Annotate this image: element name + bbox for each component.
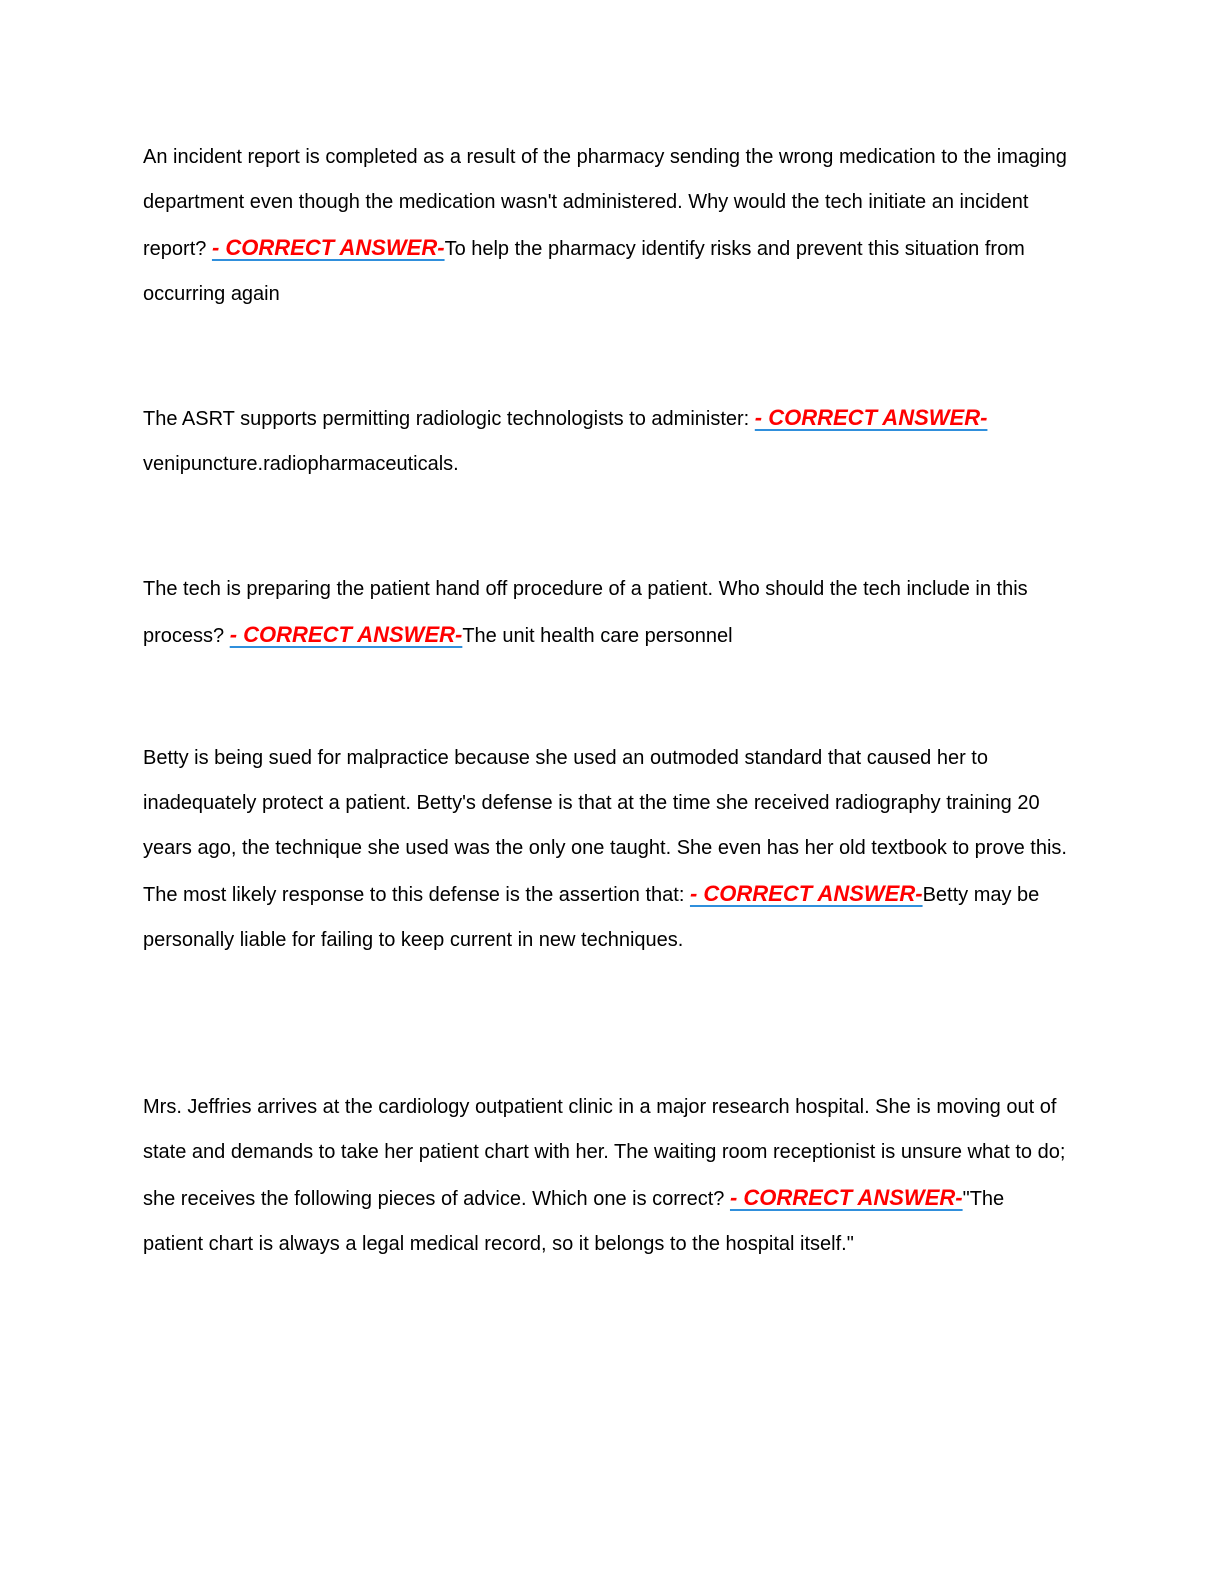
correct-answer-marker: - CORRECT ANSWER-	[729, 1185, 963, 1210]
question-text: Betty is being sued for malpractice because she used an outmoded standard that caused her to inadequately protect a patient. Betty's defense is that at the time she received radiography training 20 years ago, the technique she used was the only one taught. She even has her old textbook to prove this. The most likely response to this defense is the assertion that:	[143, 747, 1067, 906]
answer-text: "The patient chart is always a legal medical record, so it belongs to the hospital itself."	[143, 1188, 1005, 1255]
question-text: The tech is preparing the patient hand off procedure of a patient. Who should the tech include in this process?	[143, 578, 1028, 647]
correct-answer-marker: - CORRECT ANSWER-	[229, 622, 463, 647]
question-text: An incident report is completed as a result of the pharmacy sending the wrong medication to the imaging department even though the medication wasn't administered. Why would the tech initiate an incident report?	[143, 146, 1067, 260]
answer-text: To help the pharmacy identify risks and prevent this situation from occurring again	[143, 238, 1025, 305]
qa-item	[143, 736, 1068, 963]
answer-text: The unit health care personnel	[462, 625, 733, 647]
qa-item	[143, 135, 1068, 317]
question-text: Mrs. Jeffries arrives at the cardiology outpatient clinic in a major research hospital. She is moving out of state and demands to take her patient chart with her. The waiting room receptionist is unsure what to do; she receives the following pieces of advice. Which one is correct?	[143, 1096, 1066, 1210]
qa-item	[143, 1085, 1068, 1267]
qa-item	[143, 567, 1068, 659]
qa-item	[143, 395, 1068, 487]
correct-answer-marker: - CORRECT ANSWER-	[689, 881, 923, 906]
question-text: The ASRT supports permitting radiologic technologists to administer:	[143, 408, 750, 430]
correct-answer-marker: - CORRECT ANSWER-	[211, 235, 445, 260]
answer-text: venipuncture.radiopharmaceuticals.	[143, 453, 459, 475]
correct-answer-marker: - CORRECT ANSWER-	[754, 405, 988, 430]
answer-text: Betty may be personally liable for failing to keep current in new techniques.	[143, 884, 1040, 951]
